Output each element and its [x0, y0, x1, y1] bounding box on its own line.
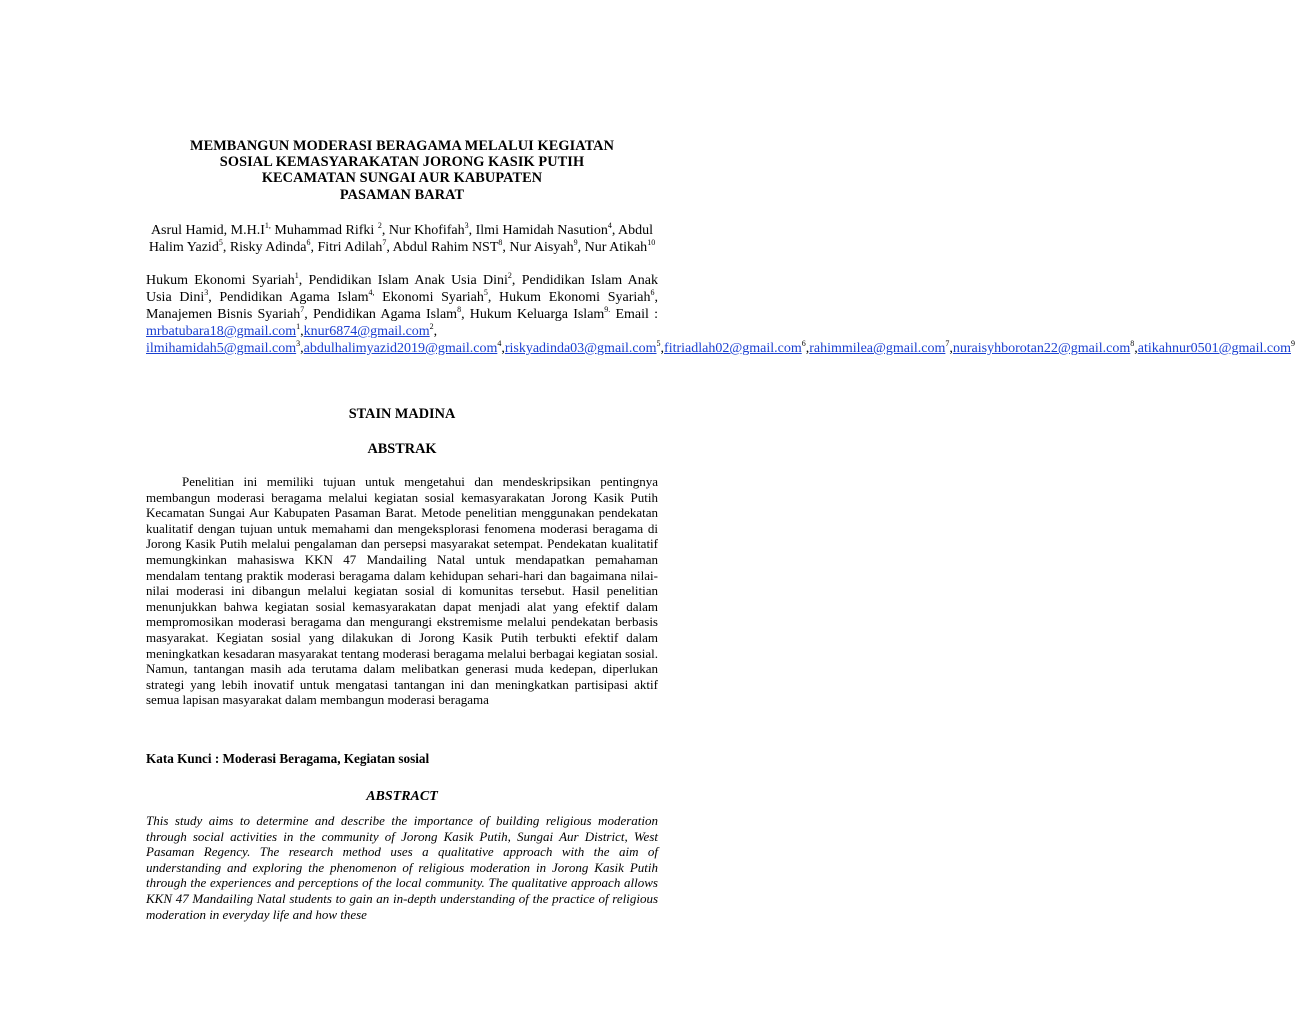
author-sup: 4: [607, 221, 612, 230]
email-link[interactable]: atikahnur0501@gmail.com: [1137, 341, 1291, 356]
author-sup: 2: [377, 221, 382, 230]
keywords: Kata Kunci : Moderasi Beragama, Kegiatan sosial: [146, 751, 430, 766]
affiliation: , Pendidikan Islam Anak Usia Dini: [146, 273, 658, 305]
abstrak-text: Penelitian ini memiliki tujuan untuk mengetahui dan mendeskripsikan pentingnya membangun moderasi beragama melalui kegiatan sosial kemasyarakatan Jorong Kasik Putih Kecamatan Sungai Aur Kabupaten Pasaman Barat. Metode penelitian menggunakan pendekatan kualitatif dengan tujuan untuk memahami dan mengeksplorasi fenomena moderasi beragama di Jorong Kasik Putih melalui pengalaman dan persepsi masyarakat setempat. Pendekatan kualitatif memungkinkan mahasiswa KKN 47 Mandailing Natal untuk mendapatkan pemahaman mendalam tentang praktik moderasi beragama dalam kehidupan sehari-hari dan bagaimana nilai-nilai moderasi ini dibangun melalui kegiatan sosial di komunitas tersebut. Hasil penelitian menunjukkan bahwa kegiatan sosial kemasyarakatan dapat menjadi alat yang efektif dalam mempromosikan moderasi beragama dan mengurangi ekstremisme melalui pendekatan berbasis masyarakat. Kegiatan sosial yang dilakukan di Jorong Kasik Putih terbukti efektif dalam meningkatkan kesadaran masyarakat tentang moderasi beragama melalui berbagai kegiatan sosial. Namun, tantangan masih ada terutama dalam melibatkan generasi muda kedepan, diperlukan strategi yang lebih inovatif untuk mengatasi tantangan ini dan meningkatkan partisipasi aktif semua lapisan masyarakat dalam membangun moderasi beragama: [146, 474, 658, 708]
affiliation-sup: 4,: [368, 288, 375, 297]
email-link[interactable]: abdulhalimyazid2019@gmail.com: [303, 341, 498, 356]
email-sup: 6: [801, 339, 806, 348]
author-name: Muhammad Rifki: [270, 223, 378, 238]
title-line: PASAMAN BARAT: [339, 186, 465, 203]
affiliation-sup: 6: [650, 288, 655, 297]
affiliation: , Pendidikan Islam Anak Usia Dini: [298, 273, 508, 288]
author-sup: 7: [382, 238, 387, 247]
affiliation-sup: 7: [300, 305, 305, 314]
email-sup: 9: [1291, 339, 1295, 348]
author-sup: 6: [306, 238, 311, 247]
author-sup: 3: [464, 221, 469, 230]
author-name: Asrul Hamid, M.H.I: [150, 223, 265, 238]
email-link[interactable]: riskyadinda03@gmail.com: [504, 341, 657, 356]
abstract-heading: ABSTRACT: [366, 789, 438, 804]
author-sup: 9: [573, 238, 578, 247]
email-sup: 4: [497, 339, 502, 348]
author-name: , Abdul Halim Yazid: [148, 223, 654, 255]
affiliation-sup: 1: [294, 271, 299, 280]
email-sup: 3: [296, 339, 301, 348]
author-sup: 1,: [264, 221, 271, 230]
author-name: , Abdul Rahim NST: [386, 240, 499, 255]
email-link[interactable]: knur6874@gmail.com: [303, 324, 430, 339]
author-list: [146, 222, 658, 256]
author-name: , Nur Atikah: [577, 240, 648, 255]
author-name: , Ilmi Hamidah Nasution: [468, 223, 608, 238]
affiliations: Hukum Ekonomi Syariah$^1$, Pendidikan Islam Anak Usia Dini$^2$, Pendidikan Islam Anak Usia Dini$^3$, Pendidikan Agama Islam$^{4,}$ Ekonomi Syariah$^5$, Hukum Ekonomi Syariah$^6$, Manajemen Bisnis Syariah$^7$, Pendidikan Agama Islam$^8$, Hukum Keluarga Islam$^{9.}$ Email : mrbatubara18@gmail.com$^1$,knur6874@gmail.com$^2$, ilmihamidah5@gmail.com$^3$,abdulhalimyazid2019@gmail.com$^4$,riskyadinda03@gmail.com$^5$,fitriadlah02@gmail.com$^6$,rahimmilea@gmail.com$^7$,nuraisyhborotan22@gmail.com$^8$,atikahnur0501@gmail.com$^9$: [146, 271, 1295, 356]
title-line: MEMBANGUN MODERASI BERAGAMA MELALUI KEGIATAN: [189, 138, 615, 154]
email-sup: 2: [429, 322, 434, 331]
email-link[interactable]: ilmihamidah5@gmail.com: [146, 341, 297, 356]
affiliation: Ekonomi Syariah: [374, 290, 484, 305]
author-sup: 5: [218, 238, 223, 247]
author-name: , Risky Adinda: [222, 240, 307, 255]
email-link[interactable]: rahimmilea@gmail.com: [809, 341, 946, 356]
email-sup: 5: [656, 339, 661, 348]
author-sup: 10: [647, 238, 656, 247]
email-link[interactable]: mrbatubara18@gmail.com: [146, 324, 297, 339]
author-sup: 8: [498, 238, 503, 247]
title-line: SOSIAL KEMASYARAKATAN JORONG KASIK PUTIH: [219, 154, 585, 171]
author-name: , Nur Aisyah: [502, 240, 574, 255]
affiliation: , Manajemen Bisnis Syariah: [146, 290, 658, 322]
affiliation-sup: 2: [507, 271, 512, 280]
paper-title: [146, 138, 658, 203]
affiliation: , Hukum Keluarga Islam: [461, 307, 605, 322]
affiliation-sup: 9.: [604, 305, 611, 314]
affiliation: , Pendidikan Agama Islam: [208, 290, 369, 305]
abstract-text: This study aims to determine and describe the importance of building religious moderation through social activities in the community of Jorong Kasik Putih, Sungai Aur District, West Pasaman Regency. The research method uses a qualitative approach with the aim of understanding and exploring the phenomenon of religious moderation in Jorong Kasik Putih through the experiences and perceptions of the local community. The qualitative approach allows KKN 47 Mandailing Natal students to gain an in-depth understanding of the practice of religious moderation in everyday life and how these: [146, 813, 658, 922]
affiliation: , Hukum Ekonomi Syariah: [487, 290, 651, 305]
affiliation: Hukum Ekonomi Syariah: [146, 273, 295, 288]
affiliation: , Pendidikan Agama Islam: [304, 307, 458, 322]
email-label: Email :: [610, 307, 658, 322]
institution-heading: STAIN MADINA: [348, 406, 456, 422]
email-sup: 8: [1130, 339, 1135, 348]
title-line: KECAMATAN SUNGAI AUR KABUPATEN: [261, 170, 543, 187]
affiliation-sup: 3: [204, 288, 209, 297]
author-name: , Nur Khofifah: [381, 223, 465, 238]
email-link[interactable]: nuraisyhborotan22@gmail.com: [952, 341, 1131, 356]
affiliation-sup: 5: [483, 288, 488, 297]
email-link[interactable]: fitriadlah02@gmail.com: [664, 341, 802, 356]
affiliation-sup: 8: [457, 305, 462, 314]
abstrak-heading: ABSTRAK: [367, 441, 437, 457]
author-name: , Fitri Adilah: [310, 240, 383, 255]
email-sup: 7: [945, 339, 950, 348]
email-sup: 1: [296, 322, 301, 331]
